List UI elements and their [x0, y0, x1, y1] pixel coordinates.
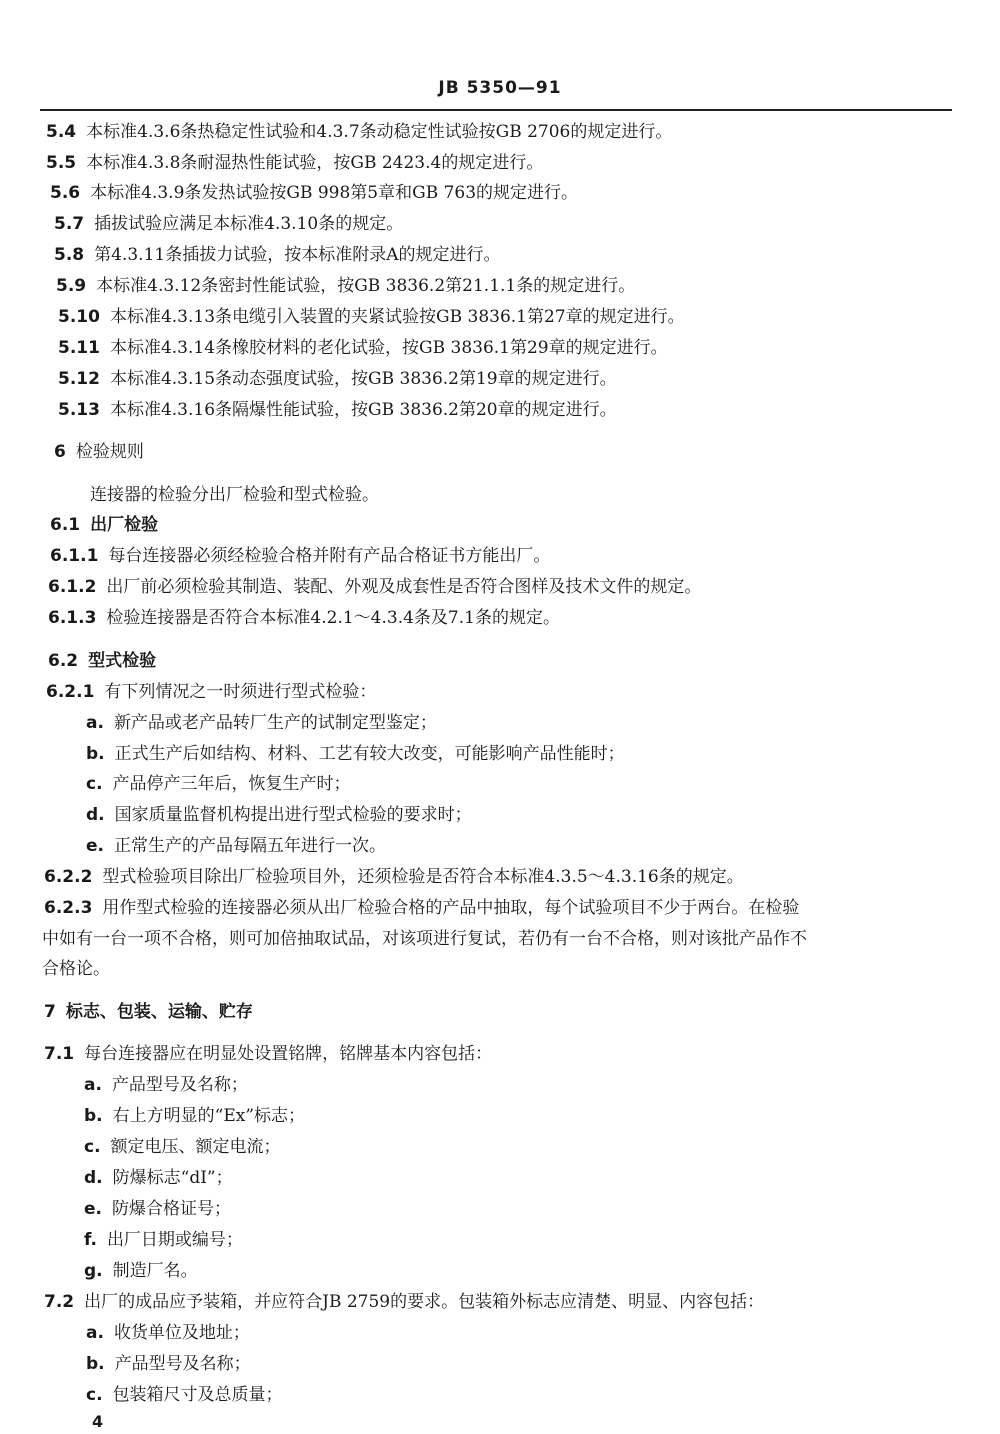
clause-6-1-2 [48, 576, 701, 598]
clause-text: 本标准4.3.9条发热试验按GB 998第5章和GB 763的规定进行。 [90, 183, 579, 203]
list-item-a [86, 712, 437, 734]
clause-number: 6.1.3 [48, 608, 97, 628]
list-text: 产品停产三年后，恢复生产时； [112, 774, 351, 794]
list-text: 出厂日期或编号； [106, 1230, 243, 1250]
list-item-d [86, 804, 472, 826]
clause-text: 每台连接器应在明显处设置铭牌，铭牌基本内容包括： [84, 1044, 493, 1064]
clause-text: 插拔试验应满足本标准4.3.10条的规定。 [94, 214, 404, 234]
list-item-e [84, 1198, 231, 1220]
clause-6-1-heading [50, 514, 158, 536]
clause-title: 型式检验 [88, 651, 157, 671]
clause-number: 5.8 [54, 245, 85, 265]
header-rule [40, 109, 952, 111]
clause-number: 6.1 [50, 515, 81, 535]
clause-number: 7.2 [44, 1292, 75, 1312]
clause-5-13 [58, 399, 617, 421]
clause-6-2-3-continuation: 合格论。 [42, 959, 110, 979]
clause-7-2 [44, 1291, 764, 1313]
list-marker: f. [84, 1230, 97, 1250]
list-text: 收货单位及地址； [113, 1323, 250, 1343]
clause-6-1-1 [50, 545, 550, 567]
list-item-c [86, 773, 351, 795]
standard-code-header: JB 5350—91 [438, 78, 562, 98]
clause-text: 每台连接器必须经检验合格并附有产品合格证书方能出厂。 [108, 546, 551, 566]
list-text: 制造厂名。 [112, 1261, 198, 1281]
clause-title: 出厂检验 [90, 515, 159, 535]
clause-6-1-3 [48, 607, 560, 629]
list-item-b [84, 1105, 305, 1127]
list-item-a [84, 1074, 248, 1096]
clause-number: 7.1 [44, 1044, 75, 1064]
clause-text: 本标准4.3.12条密封性能试验，按GB 3836.2第21.1.1条的规定进行。 [96, 276, 636, 296]
clause-text: 本标准4.3.8条耐湿热性能试验，按GB 2423.4的规定进行。 [86, 153, 544, 173]
list-item-c [86, 1384, 283, 1406]
list-marker: d. [86, 805, 105, 825]
list-text: 额定电压、额定电流； [110, 1137, 281, 1157]
list-item-b [86, 743, 625, 765]
clause-5-6 [50, 182, 578, 204]
clause-text: 型式检验项目除出厂检验项目外，还须检验是否符合本标准4.3.5～4.3.16条的规定。 [102, 867, 744, 887]
list-marker: g. [84, 1261, 103, 1281]
clause-number: 5.9 [56, 276, 87, 296]
clause-number: 5.6 [50, 183, 81, 203]
clause-5-4 [46, 121, 672, 143]
list-marker: e. [84, 1199, 102, 1219]
list-text: 国家质量监督机构提出进行型式检验的要求时； [114, 805, 472, 825]
clause-number: 6.2 [48, 651, 79, 671]
clause-text: 本标准4.3.6条热稳定性试验和4.3.7条动稳定性试验按GB 2706的规定进行。 [86, 122, 673, 142]
section-title: 检验规则 [75, 442, 144, 462]
list-text: 正式生产后如结构、材料、工艺有较大改变，可能影响产品性能时； [114, 744, 625, 764]
section-number: 6 [54, 442, 66, 462]
clause-5-12 [58, 368, 617, 390]
clause-number: 6.2.2 [44, 867, 93, 887]
clause-text: 本标准4.3.13条电缆引入装置的夹紧试验按GB 3836.1第27章的规定进行。 [109, 307, 685, 327]
clause-6-2-2 [44, 866, 744, 888]
clause-number: 5.4 [46, 122, 77, 142]
clause-5-9 [56, 275, 635, 297]
list-item-c [84, 1136, 281, 1158]
section-title: 标志、包装、运输、贮存 [65, 1002, 253, 1022]
list-text: 新产品或老产品转厂生产的试制定型鉴定； [113, 713, 437, 733]
list-marker: b. [86, 1354, 105, 1374]
clause-text: 第4.3.11条插拔力试验，按本标准附录A的规定进行。 [94, 245, 501, 265]
section-number: 7 [44, 1002, 56, 1022]
list-marker: a. [86, 713, 104, 733]
list-marker: a. [86, 1323, 104, 1343]
clause-text: 检验连接器是否符合本标准4.2.1～4.3.4条及7.1条的规定。 [106, 608, 560, 628]
clause-text: 有下列情况之一时须进行型式检验： [104, 682, 377, 702]
clause-number: 5.5 [46, 153, 77, 173]
page-number: 4 [92, 1412, 104, 1431]
clause-number: 6.1.1 [50, 546, 99, 566]
list-marker: e. [86, 836, 104, 856]
list-item-f [84, 1229, 243, 1251]
list-marker: c. [86, 1385, 103, 1405]
clause-number: 5.10 [58, 307, 100, 327]
clause-number: 5.13 [58, 400, 100, 420]
list-marker: b. [86, 744, 105, 764]
list-text: 产品型号及名称； [114, 1354, 251, 1374]
list-item-g [84, 1260, 198, 1282]
list-text: 包装箱尺寸及总质量； [112, 1385, 283, 1405]
list-text: 产品型号及名称； [111, 1075, 248, 1095]
clause-number: 6.2.3 [44, 898, 93, 918]
clause-number: 5.7 [54, 214, 85, 234]
section-6-intro: 连接器的检验分出厂检验和型式检验。 [90, 485, 379, 505]
clause-6-2-1 [46, 681, 376, 703]
clause-5-11 [58, 337, 668, 359]
list-item-a [86, 1322, 250, 1344]
clause-5-7 [54, 213, 403, 235]
clause-5-10 [58, 306, 685, 328]
clause-text: 出厂的成品应予装箱，并应符合JB 2759的要求。包装箱外标志应清楚、明显、内容包括： [84, 1292, 765, 1312]
clause-text: 本标准4.3.14条橡胶材料的老化试验，按GB 3836.1第29章的规定进行。 [109, 338, 668, 358]
clause-text: 出厂前必须检验其制造、装配、外观及成套性是否符合图样及技术文件的规定。 [106, 577, 702, 597]
list-item-d [84, 1167, 233, 1189]
clause-number: 6.1.2 [48, 577, 97, 597]
clause-text: 本标准4.3.15条动态强度试验，按GB 3836.2第19章的规定进行。 [109, 369, 617, 389]
clause-number: 5.12 [58, 369, 100, 389]
clause-5-8 [54, 244, 500, 266]
clause-number: 5.11 [58, 338, 100, 358]
list-text: 防爆合格证号； [112, 1199, 231, 1219]
clause-5-5 [46, 152, 543, 174]
clause-6-2-3-continuation: 中如有一台一项不合格，则可加倍抽取试品，对该项进行复试，若仍有一台不合格，则对该批产品作不 [42, 929, 807, 949]
clause-6-2-heading [48, 650, 156, 672]
list-marker: b. [84, 1106, 103, 1126]
clause-text: 本标准4.3.16条隔爆性能试验，按GB 3836.2第20章的规定进行。 [109, 400, 617, 420]
list-marker: a. [84, 1075, 102, 1095]
section-7-heading [44, 1001, 253, 1023]
list-text: 防爆标志“dI”； [112, 1168, 233, 1188]
clause-7-1 [44, 1043, 492, 1065]
list-marker: d. [84, 1168, 103, 1188]
list-text: 正常生产的产品每隔五年进行一次。 [114, 836, 386, 856]
list-text: 右上方明显的“Ex”标志； [112, 1106, 306, 1126]
section-6-heading [54, 441, 144, 463]
list-marker: c. [84, 1137, 101, 1157]
list-item-b [86, 1353, 251, 1375]
list-marker: c. [86, 774, 103, 794]
list-item-e [86, 835, 386, 857]
clause-text: 用作型式检验的连接器必须从出厂检验合格的产品中抽取，每个试验项目不少于两台。在检验 [102, 898, 800, 918]
clause-number: 6.2.1 [46, 682, 95, 702]
clause-6-2-3 [44, 897, 799, 919]
